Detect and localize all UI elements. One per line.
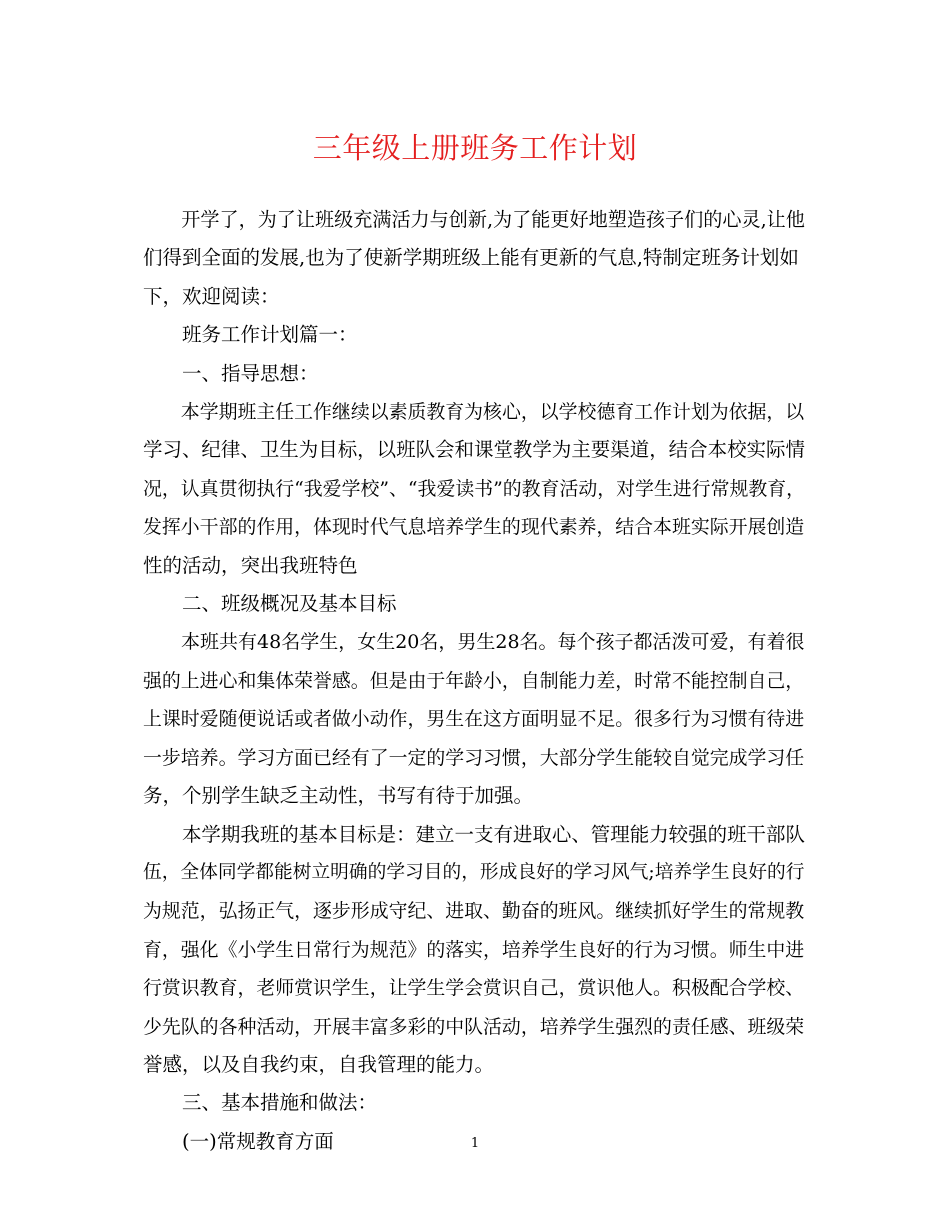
text-line: 誉感，以及自我约束，自我管理的能力。: [143, 1052, 495, 1076]
text-line: 伍，全体同学都能树立明确的学习目的，形成良好的学习风气;培养学生良好的行: [143, 861, 805, 883]
paragraph: [143, 316, 805, 354]
text-line: 下，欢迎阅读：: [143, 284, 280, 308]
paragraph: [143, 585, 805, 623]
text-line: 学习、纪律、卫生为目标，以班队会和课堂教学为主要渠道，结合本校实际情: [143, 438, 805, 462]
paragraph: [143, 816, 805, 1085]
page-number: 1: [470, 1136, 480, 1151]
text-line: 班务工作计划篇一：: [182, 323, 358, 347]
text-line: 一、指导思想：: [182, 361, 319, 385]
paragraph: [143, 355, 805, 393]
text-line: 本学期班主任工作继续以素质教育为核心，以学校德育工作计划为依据，以: [180, 401, 805, 424]
text-line: 开学了，为了让班级充满活力与创新,为了能更好地塑造孩子们的心灵,让他: [181, 208, 805, 231]
text-line: 行赏识教育，老师赏识学生，让学生学会赏识自己，赏识他人。积极配合学校、: [143, 977, 805, 1000]
paragraph: [143, 623, 805, 815]
text-line: 二、班级概况及基本目标: [182, 592, 397, 616]
text-line: 务，个别学生缺乏主动性，书写有待于加强。: [143, 784, 534, 808]
text-line: 况，认真贯彻执行“我爱学校”、“我爱读书”的教育活动，对学生进行常规教育，: [143, 477, 806, 500]
text-line: 一步培养。学习方面已经有了一定的学习习惯，大部分学生能较自觉完成学习任: [143, 746, 805, 769]
text-line: 们得到全面的发展,也为了使新学期班级上能有更新的气息,特制定班务计划如: [143, 246, 799, 270]
document-title: 三年级上册班务工作计划: [312, 131, 638, 165]
paragraph: [143, 1084, 805, 1122]
text-line: (一)常规教育方面: [182, 1129, 334, 1153]
paragraph: [143, 393, 805, 585]
text-line: 强的上进心和集体荣誉感。但是由于年龄小，自制能力差，时常不能控制自己，: [143, 669, 805, 692]
text-line: 为规范，弘扬正气，逐步形成守纪、进取、勤奋的班风。继续抓好学生的常规教: [143, 900, 805, 923]
text-line: 少先队的各种活动，开展丰富多彩的中队活动，培养学生强烈的责任感、班级荣: [143, 1015, 805, 1038]
text-line: 本学期我班的基本目标是：建立一支有进取心、管理能力较强的班干部队: [181, 822, 805, 846]
text-line: 育，强化《小学生日常行为规范》的落实，培养学生良好的行为习惯。师生中进: [143, 938, 805, 961]
text-line: 三、基本措施和做法：: [182, 1091, 378, 1115]
text-line: 本班共有48名学生，女生20名，男生28名。每个孩子都活泼可爱，有着很: [181, 631, 805, 654]
text-line: 上课时爱随便说话或者做小动作，男生在这方面明显不足。很多行为习惯有待进: [143, 708, 805, 731]
text-line: 发挥小干部的作用，体现时代气息培养学生的现代素养，结合本班实际开展创造: [143, 516, 805, 539]
paragraph: [143, 201, 805, 316]
document-body: [143, 201, 805, 1161]
text-line: 性的活动，突出我班特色: [143, 553, 358, 577]
